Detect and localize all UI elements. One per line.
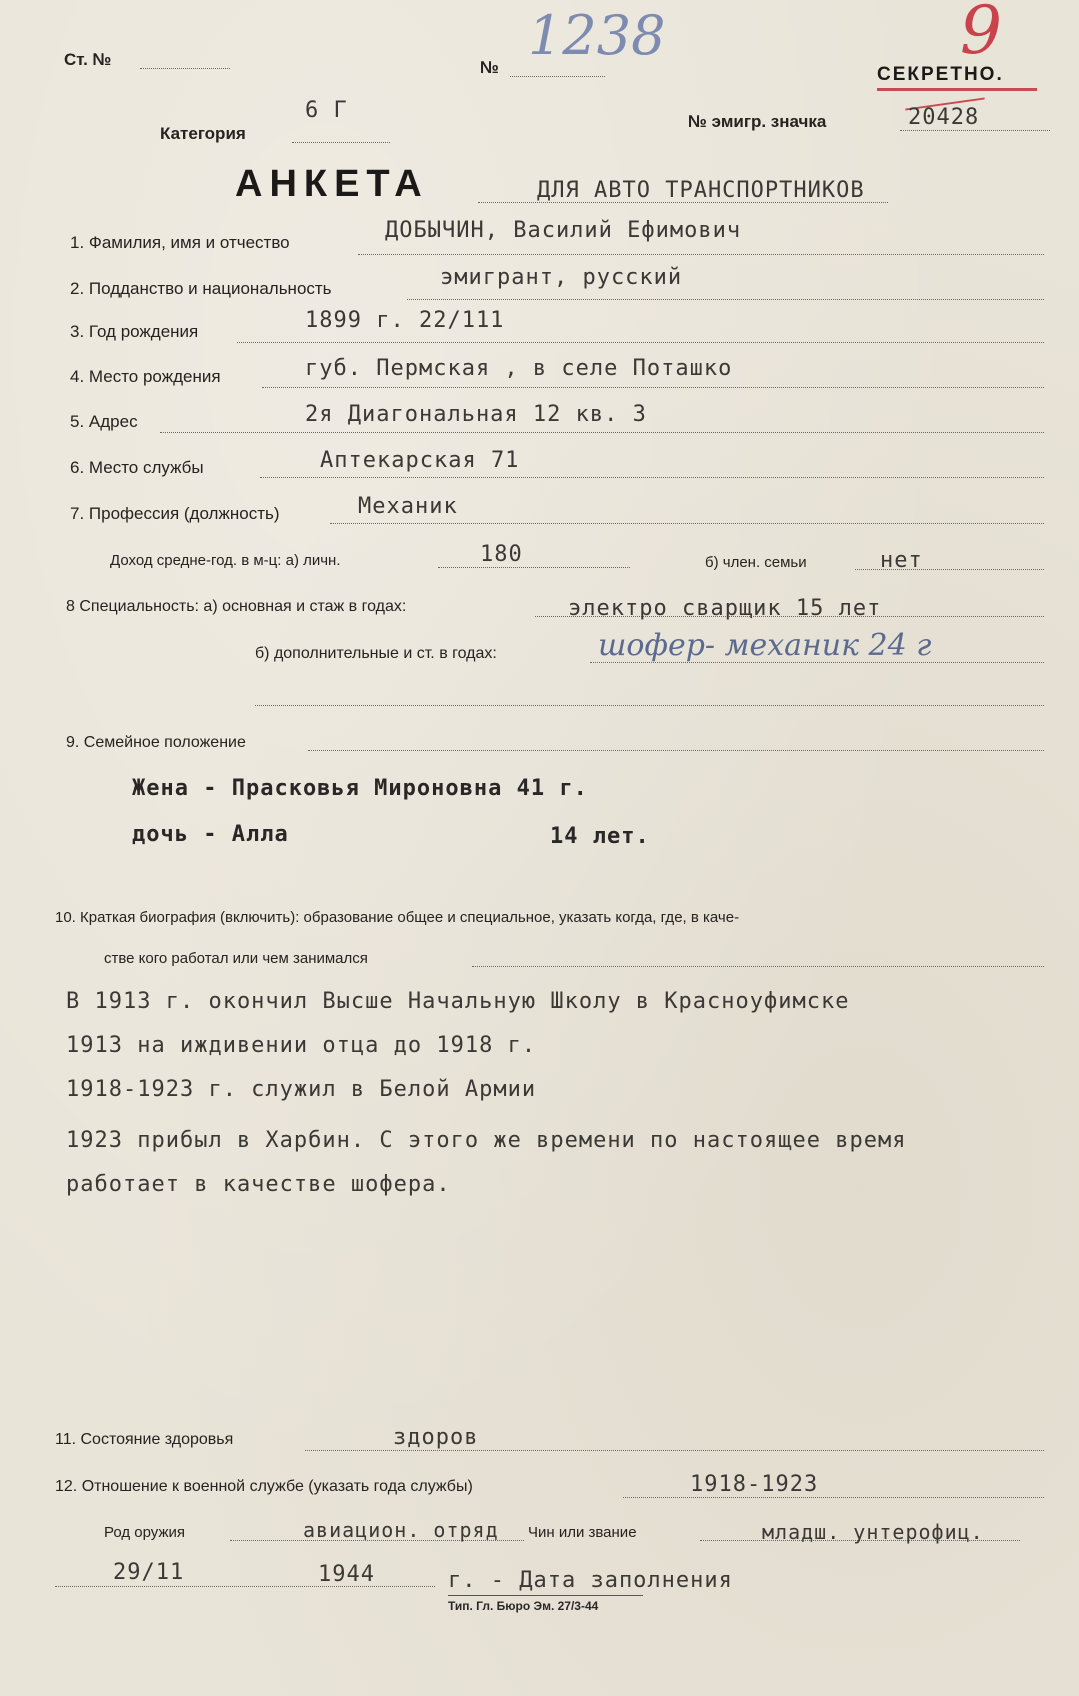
secret-stamp: СЕКРЕТНО. [877,64,1004,85]
field-7-label: 7. Профессия (должность) [70,504,280,523]
category-value: 6 Г [305,98,348,123]
field-6-line [260,477,1044,478]
field-11-value: здоров [393,1425,479,1450]
field-12-value: 1918-1923 [690,1472,819,1497]
field-3-line [237,342,1044,343]
emigr-badge-value: 20428 [908,105,980,130]
field-10-label: 10. Краткая биография (включить): образование общее и специальное, указать когда, где, в каче- [55,909,740,926]
field-8-extra-line [255,705,1044,706]
field-9-label: 9. Семейное положение [66,734,246,751]
form-title: АНКЕТА [235,163,429,205]
field-11-line [305,1450,1044,1451]
field-8-label: 8 Специальность: а) основная и стаж в годах: [66,598,407,615]
field-6-value: Аптекарская 71 [320,448,520,473]
field-5-value: 2я Диагональная 12 кв. 3 [305,402,647,427]
field-4-line [262,387,1044,388]
emigr-badge-label: № эмигр. значка [688,112,827,131]
income-personal-line [438,567,630,568]
printer-rule [448,1595,643,1596]
date-day: 29/11 [113,1560,185,1585]
field-7-line [330,523,1044,524]
field-9-line [308,750,1044,751]
income-personal-value: 180 [480,542,523,567]
field-7-value: Механик [358,494,458,519]
no-line [510,76,605,77]
field-12-line [623,1497,1044,1498]
field-5-label: 5. Адрес [70,412,138,431]
field-5-line [160,432,1044,433]
income-family-label: б) член. семьи [705,554,807,571]
date-year: 1944 [318,1562,375,1587]
date-caption: г. - Дата заполнения [448,1568,733,1593]
field-10-line [472,966,1044,967]
field-10-label-cont: стве кого работал или чем занимался [104,950,368,967]
rank-value: младш. унтерофиц. [762,1520,984,1544]
date-line [55,1586,435,1587]
category-label: Категория [160,124,246,143]
income-family-value: нет [880,548,923,573]
field-6-label: 6. Место службы [70,458,204,477]
family-daughter: дочь - Алла [132,822,289,847]
field-11-label: 11. Состояние здоровья [55,1431,234,1448]
printer-info: Тип. Гл. Бюро Эм. 27/3-44 [448,1599,599,1613]
bio-line-2: 1913 на иждивении отца до 1918 г. [66,1033,537,1058]
bio-line-1: В 1913 г. окончил Высше Начальную Школу в Красноуфимске [66,989,850,1014]
field-3-value: 1899 г. 22/111 [305,308,505,333]
bio-line-5: работает в качестве шофера. [66,1172,451,1197]
bio-line-4: 1923 прибыл в Харбин. С этого же времени по настоящее время [66,1128,907,1153]
emigr-badge-line [900,130,1050,131]
field-4-label: 4. Место рождения [70,367,221,386]
st-no-label: Ст. № [64,50,112,69]
field-4-value: губ. Пермская , в селе Поташко [305,356,733,381]
field-1-line [358,254,1044,255]
income-personal-label: Доход средне-год. в м-ц: а) личн. [110,552,341,569]
category-line [292,142,390,143]
field-2-value: эмигрант, русский [440,265,683,290]
red-mark-9: 9 [960,0,1002,69]
no-label: № [480,58,499,77]
field-1-label: 1. Фамилия, имя и отчество [70,233,290,252]
st-no-line [140,68,230,69]
field-2-label: 2. Подданство и национальность [70,279,332,298]
field-8-value: электро сварщик 15 лет [568,596,882,621]
family-wife: Жена - Прасковья Мироновна 41 г. [132,776,588,801]
family-daughter-age: 14 лет. [550,824,650,849]
field-2-line [407,299,1044,300]
form-subtitle: ДЛЯ АВТО ТРАНСПОРТНИКОВ [537,178,865,203]
field-12-label: 12. Отношение к военной службе (указать года службы) [55,1478,473,1495]
field-3-label: 3. Год рождения [70,322,199,341]
field-1-value: ДОБЫЧИН, Василий Ефимович [385,218,742,243]
arm-value: авиацион. отряд [303,1518,499,1542]
field-8b-label: б) дополнительные и ст. в годах: [255,645,497,662]
bio-line-3: 1918-1923 г. служил в Белой Армии [66,1077,537,1102]
handwritten-number: 1238 [528,4,666,67]
arm-label: Род оружия [104,1524,185,1541]
rank-label: Чин или звание [528,1524,637,1541]
secret-underline [877,88,1037,91]
field-8b-value: шофер- механик 24 г [598,628,932,663]
